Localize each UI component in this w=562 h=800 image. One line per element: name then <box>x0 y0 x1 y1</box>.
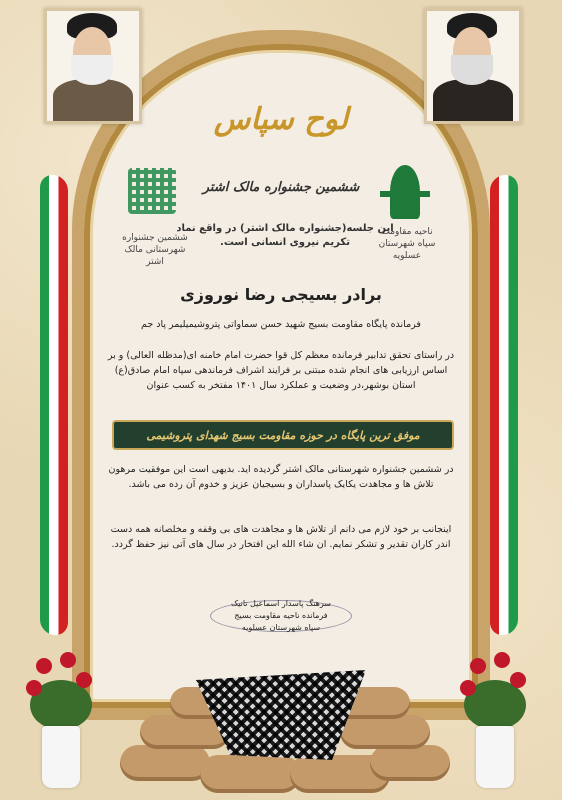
iran-flag-ribbon-left <box>40 174 68 637</box>
award-title: موفق ترین پایگاه در حوزه مقاومت بسیج شهدای پتروشیمی <box>146 428 420 442</box>
signature-block <box>200 598 362 652</box>
sepah-emblem-caption: ناحیه مقاومت سپاه شهرستان عسلویه <box>378 227 436 261</box>
body-paragraph-3: اینجانب بر خود لازم می دانم از تلاش ها و مجاهدت های بی وقفه و مخلصانه همه دست اندر کاران تقدیر و تشکر نمایم. ان شاء الله این افتخار در سال های آتی نیز حفظ گردد. <box>110 524 452 550</box>
quote-text: این جلسه(جشنواره مالک اشتر) در واقع نماد تکریم نیروی انسانی است. <box>176 223 394 248</box>
body-paragraph-1: در راستای تحقق تدابیر فرمانده معظم کل قوا حضرت امام خامنه ای(مدظله العالی) و بر اساس ارزیابی های انجام شده مبتنی بر فرایند اشراف فرماندهی سپاه امام صادق(ع) استان بوشهر،در وضعیت و عملکرد سال ۱۴۰۱ مفتخر به کسب عنوان <box>107 350 455 391</box>
signer-unit: سپاه شهرستان عسلویه <box>241 623 321 632</box>
signer-role: فرمانده ناحیه مقاومت بسیج <box>234 611 328 620</box>
recipient-name: برادر بسیجی رضا نوروزی <box>180 285 382 304</box>
flower-vase-left <box>16 650 106 790</box>
festival-logo-caption: ششمین جشنواره شهرستانی مالک اشتر <box>122 233 188 267</box>
recipient-position: فرمانده پایگاه مقاومت بسیج شهید حسن سماواتی پتروشیمیلیمر پاد جم <box>141 319 421 330</box>
award-banner <box>112 420 454 450</box>
sepah-emblem-icon <box>380 165 430 223</box>
iran-flag-ribbon-right <box>490 174 518 637</box>
certificate-title: لوح سپاس <box>213 102 349 137</box>
festival-logo <box>120 168 184 228</box>
portrait-left <box>44 8 142 124</box>
signer-name: سرهنگ پاسدار اسماعیل تانیک <box>231 599 331 608</box>
body-paragraph-2: در ششمین جشنواره شهرستانی مالک اشتر گردیده اید. بدیهی است این موفقیت مرهون تلاش ها و مجاهدت یکایک پاسداران و بسیجیان عزیز و خدوم آن رده می باشد. <box>108 464 454 490</box>
flower-vase-right <box>450 650 540 790</box>
festival-subtitle: ششمین جشنواره مالک اشتر <box>202 180 360 195</box>
portrait-right <box>424 8 522 124</box>
